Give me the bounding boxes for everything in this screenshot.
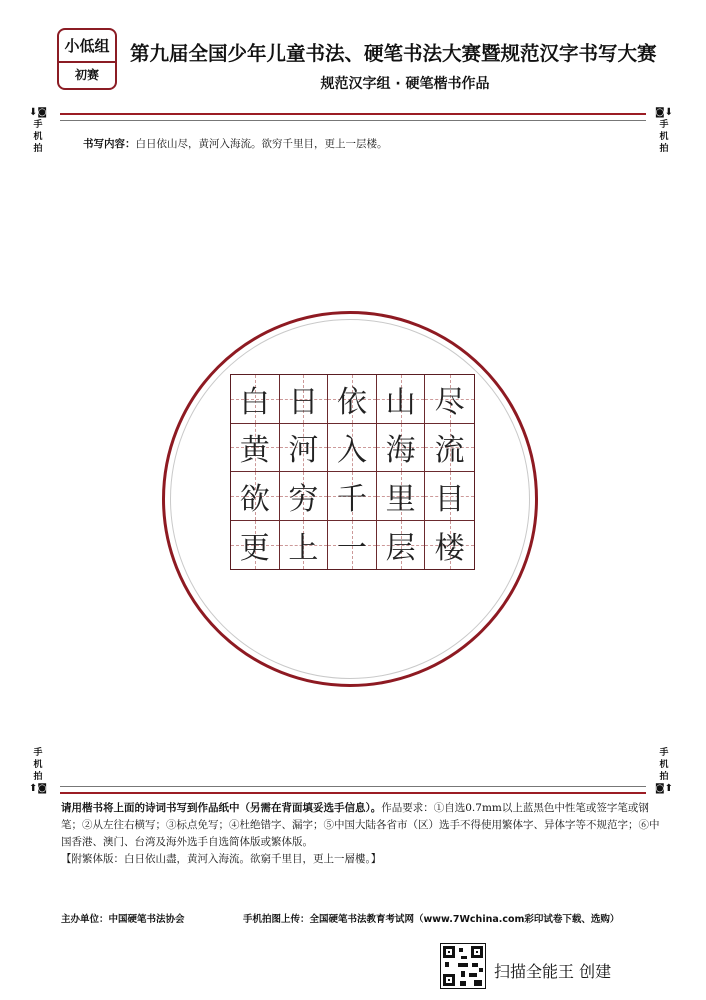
corner-label-2: 机	[33, 132, 43, 142]
group-name: 小低组	[59, 30, 115, 63]
writing-content	[83, 136, 388, 151]
requirements-block	[61, 800, 661, 868]
camera-upload-icon: ◙⬆	[654, 783, 674, 794]
requirements-intro: 请用楷书将上面的诗词书写到作品纸中（另需在背面填妥选手信息）。	[61, 802, 382, 814]
writing-content-label: 书写内容：	[83, 138, 136, 150]
scanner-watermark: 扫描全能王 创建	[494, 962, 612, 981]
corner-top-left	[28, 107, 48, 155]
grid-cell: 更	[231, 521, 280, 570]
grid-cell: 白	[231, 375, 280, 424]
corner-label-3: 拍	[33, 772, 43, 782]
corner-label-3: 拍	[659, 144, 669, 154]
writing-content-text: 白日依山尽，黄河入海流。欲穷千里目，更上一层楼。	[135, 138, 388, 150]
corner-top-right	[654, 107, 674, 155]
camera-download-icon: ◙⬇	[654, 107, 674, 118]
grid-cell: 山	[377, 375, 426, 424]
grid-cell: 楼	[425, 521, 474, 570]
qr-code-icon	[440, 943, 486, 989]
corner-label-1: 手	[33, 748, 43, 758]
corner-bottom-left	[28, 747, 48, 795]
grid-cell: 里	[377, 472, 426, 521]
bottom-divider-red	[60, 792, 646, 794]
round-name: 初赛	[74, 68, 99, 82]
grid-cell: 黄	[231, 424, 280, 473]
grid-cell: 流	[425, 424, 474, 473]
corner-label-1: 手	[33, 120, 43, 130]
writing-grid	[230, 374, 475, 570]
corner-bottom-right	[654, 747, 674, 795]
grid-cell: 穷	[280, 472, 329, 521]
corner-label-3: 拍	[659, 772, 669, 782]
host-organization: 主办单位：中国硬笔书法协会	[61, 914, 185, 925]
corner-label-1: 手	[659, 748, 669, 758]
grid-cell: 上	[280, 521, 329, 570]
grid-cell: 目	[425, 472, 474, 521]
page-subtitle: 规范汉字组 · 硬笔楷书作品	[320, 76, 490, 92]
upload-info: 手机拍图上传：全国硬笔书法教育考试网（www.7Wchina.com彩印试卷下载、选购）	[243, 914, 620, 925]
requirements-rules: 作品要求：①自选0.7mm以上蓝黑色中性笔或签字笔或钢笔；②从左往右横写；③标点免写；④杜绝错字、漏字；⑤中国大陆各省市（区）选手不得使用繁体字、异体字等不规范字；⑥中国香港、澳门、台湾及海外选手自选简体版或繁体版。	[61, 802, 660, 848]
corner-label-3: 拍	[33, 144, 43, 154]
grid-cell: 层	[377, 521, 426, 570]
grid-cell: 海	[377, 424, 426, 473]
camera-upload-icon: ⬆◙	[28, 783, 48, 794]
corner-label-2: 机	[659, 132, 669, 142]
top-divider-red	[60, 113, 646, 115]
grid-cell: 欲	[231, 472, 280, 521]
grid-cell: 尽	[425, 375, 474, 424]
grid-cell: 依	[328, 375, 377, 424]
corner-label-2: 机	[659, 760, 669, 770]
traditional-version: 【附繁体版：白日依山盡，黄河入海流。欲窮千里目，更上一層樓。】	[61, 853, 382, 865]
grid-cell: 千	[328, 472, 377, 521]
grid-cell: 一	[328, 521, 377, 570]
bottom-divider-gray	[60, 786, 646, 787]
grid-cell: 日	[280, 375, 329, 424]
camera-download-icon: ⬇◙	[28, 107, 48, 118]
corner-label-2: 机	[33, 760, 43, 770]
grid-cell: 河	[280, 424, 329, 473]
corner-label-1: 手	[659, 120, 669, 130]
top-divider-gray	[60, 120, 646, 121]
page-title: 第九届全国少年儿童书法、硬笔书法大赛暨规范汉字书写大赛	[130, 42, 657, 65]
grid-cell: 入	[328, 424, 377, 473]
